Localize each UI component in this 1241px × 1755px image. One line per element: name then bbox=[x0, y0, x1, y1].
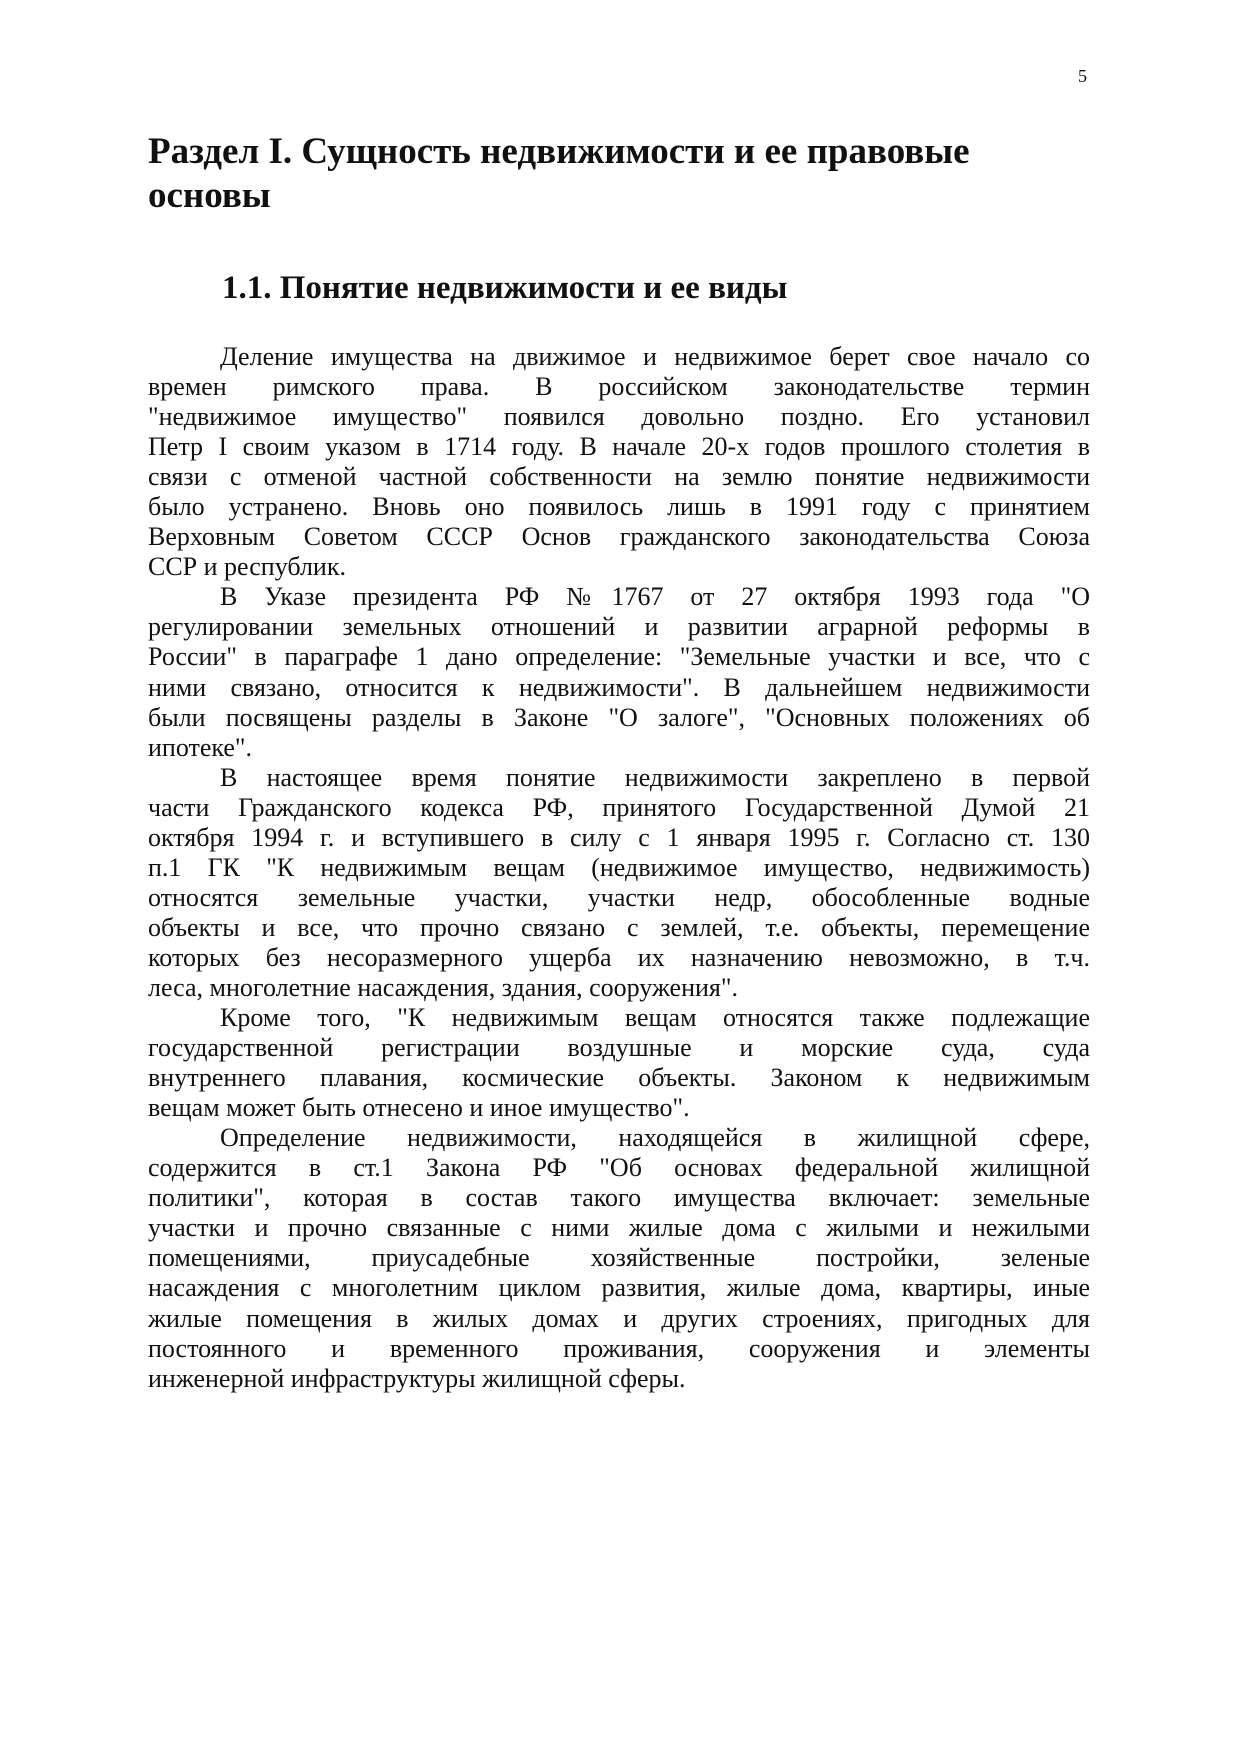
text-line: объекты и все, что прочно связано с землей, т.е. объекты, перемещение bbox=[148, 912, 1090, 942]
text-line: внутреннего плавания, космические объекты. Законом к недвижимым bbox=[148, 1063, 1090, 1093]
text-line: было устранено. Вновь оно появилось лишь в 1991 году с принятием bbox=[148, 492, 1090, 522]
page-number: 5 bbox=[1078, 66, 1087, 86]
text-line: Петр I своим указом в 1714 году. В начале 20-х годов прошлого столетия в bbox=[148, 432, 1090, 462]
body-text bbox=[148, 342, 1090, 1394]
text-line: октября 1994 г. и вступившего в силу с 1 января 1995 г. Согласно ст. 130 bbox=[148, 822, 1090, 852]
text-line: В настоящее время понятие недвижимости закреплено в первой bbox=[220, 762, 1090, 792]
paragraph bbox=[148, 342, 1090, 582]
text-line: жилые помещения в жилых домах и других строениях, пригодных для bbox=[148, 1303, 1090, 1333]
text-line: политики", которая в состав такого имущества включает: земельные bbox=[148, 1183, 1090, 1213]
text-line: вещам может быть отнесено и иное имущество". bbox=[148, 1093, 690, 1123]
text-line: ними связано, относится к недвижимости". В дальнейшем недвижимости bbox=[148, 672, 1090, 702]
text-line: содержится в ст.1 Закона РФ "Об основах федеральной жилищной bbox=[148, 1153, 1090, 1183]
text-line: России" в параграфе 1 дано определение: "Земельные участки и все, что с bbox=[148, 642, 1090, 672]
paragraph bbox=[148, 1003, 1090, 1123]
text-line: Кроме того, "К недвижимым вещам относятся также подлежащие bbox=[220, 1003, 1090, 1033]
text-line: регулировании земельных отношений и развитии аграрной реформы в bbox=[148, 612, 1090, 642]
text-line: части Гражданского кодекса РФ, принятого Государственной Думой 21 bbox=[148, 792, 1090, 822]
section-title-line: Раздел I. Сущность недвижимости и ее правовые bbox=[148, 131, 970, 172]
text-line: относятся земельные участки, участки недр, обособленные водные bbox=[148, 882, 1090, 912]
text-line: ипотеке". bbox=[148, 732, 253, 762]
section-title bbox=[148, 130, 1108, 218]
text-line: леса, многолетние насаждения, здания, сооружения". bbox=[148, 972, 738, 1002]
text-line: помещениями, приусадебные хозяйственные постройки, зеленые bbox=[148, 1243, 1090, 1273]
text-line: которых без несоразмерного ущерба их назначению невозможно, в т.ч. bbox=[148, 942, 1090, 972]
text-line: п.1 ГК "К недвижимым вещам (недвижимое имущество, недвижимость) bbox=[148, 852, 1090, 882]
text-line: связи с отменой частной собственности на землю понятие недвижимости bbox=[148, 462, 1090, 492]
text-line: государственной регистрации воздушные и морские суда, суда bbox=[148, 1033, 1090, 1063]
text-line: В Указе президента РФ №1767 от 27 октября 1993 года "О bbox=[220, 582, 1090, 612]
text-line: Деление имущества на движимое и недвижимое берет свое начало со bbox=[220, 342, 1090, 371]
text-line: Определение недвижимости, находящейся в жилищной сфере, bbox=[220, 1123, 1090, 1153]
text-line: "недвижимое имущество" появился довольно поздно. Его установил bbox=[148, 402, 1090, 432]
text-line: инженерной инфраструктуры жилищной сферы. bbox=[148, 1363, 686, 1393]
paragraph bbox=[148, 1123, 1090, 1393]
paragraph bbox=[148, 763, 1090, 1003]
text-line: участки и прочно связанные с ними жилые дома с жилыми и нежилыми bbox=[148, 1213, 1090, 1243]
text-line: Верховным Советом СССР Основ гражданского законодательства Союза bbox=[148, 522, 1090, 552]
text-line: времен римского права. В российском законодательстве термин bbox=[148, 372, 1090, 402]
subsection-title: 1.1. Понятие недвижимости и ее виды bbox=[222, 270, 788, 306]
text-line: были посвящены разделы в Законе "О залоге", "Основных положениях об bbox=[148, 702, 1090, 732]
paragraph bbox=[148, 582, 1090, 762]
text-line: насаждения с многолетним циклом развития, жилые дома, квартиры, иные bbox=[148, 1273, 1090, 1303]
text-line: постоянного и временного проживания, сооружения и элементы bbox=[148, 1333, 1090, 1363]
section-title-line: основы bbox=[148, 175, 271, 216]
text-line: ССР и республик. bbox=[148, 552, 346, 582]
